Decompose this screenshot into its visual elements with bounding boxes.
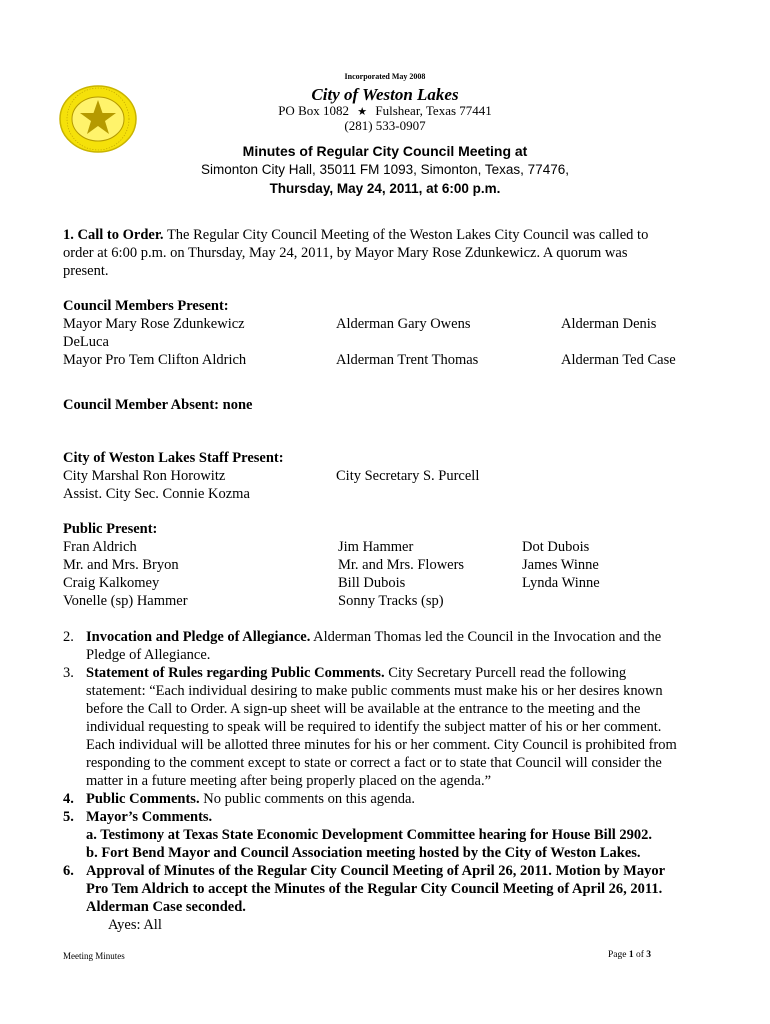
- sub-item: b. Fort Bend Mayor and Council Association meeting hosted by the City of Weston Lakes.: [86, 845, 641, 861]
- item-text: City Secretary Purcell read the following: [384, 665, 627, 681]
- item-title: Statement of Rules regarding Public Comments.: [86, 665, 385, 681]
- sub-item: a. Testimony at Texas State Economic Development Committee hearing for House Bill 2902.: [86, 827, 653, 843]
- page-of: of: [633, 950, 647, 960]
- rules-text: Each individual will be allotted three minutes for his or her comment. City Council is prohibited from: [86, 737, 677, 753]
- item-text: Pledge of Allegiance.: [86, 647, 211, 663]
- council-member: Mayor Pro Tem Clifton Aldrich: [63, 352, 247, 368]
- public-heading: Public Present:: [63, 521, 158, 537]
- rules-text: before the Call to Order. A sign-up sheet will be available at the entrance to the meeting and the: [86, 701, 641, 717]
- call-to-order-text-1: The Regular City Council Meeting of the Weston Lakes City Council was called to: [166, 227, 649, 243]
- po-box: PO Box 1082: [278, 103, 349, 118]
- public-member: Craig Kalkomey: [63, 575, 160, 591]
- rules-text: matter in a future meeting after being properly placed on the agenda.”: [86, 773, 492, 789]
- item-number: 4.: [63, 791, 74, 807]
- public-member: Vonelle (sp) Hammer: [63, 593, 188, 609]
- approval-text: Pro Tem Aldrich to accept the Minutes of the Regular City Council Meeting of April 26, 2011.: [86, 881, 663, 897]
- call-to-order-text-3: present.: [63, 263, 109, 279]
- public-member: Mr. and Mrs. Bryon: [63, 557, 179, 573]
- approval-text: Approval of Minutes of the Regular City Council Meeting of April 26, 2011. Motion by Mayor: [86, 863, 666, 879]
- public-member: Sonny Tracks (sp): [338, 593, 444, 609]
- call-to-order-text-2: order at 6:00 p.m. on Thursday, May 24, 2011, by Mayor Mary Rose Zdunkewicz. A quorum was: [63, 245, 628, 261]
- call-to-order-heading: 1. Call to Order.: [63, 227, 164, 243]
- item-title: Invocation and Pledge of Allegiance.: [86, 629, 311, 645]
- rules-text: responding to the comment except to state or correct a fact or to state that Council will consider the: [86, 755, 662, 771]
- page-number: 1: [628, 950, 634, 960]
- item-invocation: [86, 628, 661, 646]
- council-absent: Council Member Absent: none: [63, 397, 253, 413]
- rules-text: statement: “Each individual desiring to make public comments must make his or her desires known: [86, 683, 663, 699]
- call-to-order-line1: [63, 226, 648, 244]
- item-public-comments: [86, 790, 415, 808]
- public-member: Dot Dubois: [522, 539, 590, 555]
- item-text: Alderman Thomas led the Council in the Invocation and the: [310, 629, 662, 645]
- item-text: No public comments on this agenda.: [199, 791, 416, 807]
- staff-member: City Marshal Ron Horowitz: [63, 468, 226, 484]
- council-member: Alderman Gary Owens: [336, 316, 471, 332]
- meeting-title: Minutes of Regular City Council Meeting at: [242, 143, 528, 159]
- council-member: Alderman Trent Thomas: [336, 352, 479, 368]
- item-title: Public Comments.: [86, 791, 200, 807]
- meeting-date: Thursday, May 24, 2011, at 6:00 p.m.: [269, 181, 501, 196]
- approval-text: Alderman Case seconded.: [86, 899, 246, 915]
- council-member: Alderman Denis: [561, 316, 657, 332]
- council-member: Mayor Mary Rose Zdunkewicz: [63, 316, 245, 332]
- public-member: Jim Hammer: [338, 539, 414, 555]
- public-member: James Winne: [522, 557, 599, 573]
- page-total: 3: [646, 950, 652, 960]
- item-number: 2.: [63, 629, 74, 645]
- item-rules: [86, 664, 626, 682]
- staff-heading: City of Weston Lakes Staff Present:: [63, 450, 284, 466]
- ayes: Ayes: All: [108, 917, 162, 933]
- footer-left: Meeting Minutes: [63, 951, 125, 961]
- staff-member: Assist. City Sec. Connie Kozma: [63, 486, 250, 502]
- council-present-heading: Council Members Present:: [63, 298, 229, 314]
- public-member: Bill Dubois: [338, 575, 406, 591]
- city-name: City of Weston Lakes: [311, 85, 459, 104]
- item-number: 5.: [63, 809, 74, 825]
- phone: (281) 533-0907: [344, 118, 426, 133]
- council-member: DeLuca: [63, 334, 109, 350]
- item-title: Mayor’s Comments.: [86, 809, 213, 825]
- item-number: 6.: [63, 863, 74, 879]
- meeting-location: Simonton City Hall, 35011 FM 1093, Simonton, Texas, 77476,: [201, 162, 569, 177]
- page-indicator: [608, 950, 651, 960]
- item-number: 3.: [63, 665, 74, 681]
- star-icon: ★: [357, 106, 368, 118]
- address-line: [0, 103, 770, 119]
- public-member: Mr. and Mrs. Flowers: [338, 557, 465, 573]
- public-member: Fran Aldrich: [63, 539, 137, 555]
- page-prefix: Page: [608, 950, 629, 960]
- address-rest: Fulshear, Texas 77441: [375, 103, 492, 118]
- public-member: Lynda Winne: [522, 575, 600, 591]
- council-member: Alderman Ted Case: [561, 352, 676, 368]
- rules-text: individual requesting to speak will be required to identify the subject matter of his or her comment.: [86, 719, 662, 735]
- incorporated-line: Incorporated May 2008: [344, 72, 426, 81]
- staff-member: City Secretary S. Purcell: [336, 468, 480, 484]
